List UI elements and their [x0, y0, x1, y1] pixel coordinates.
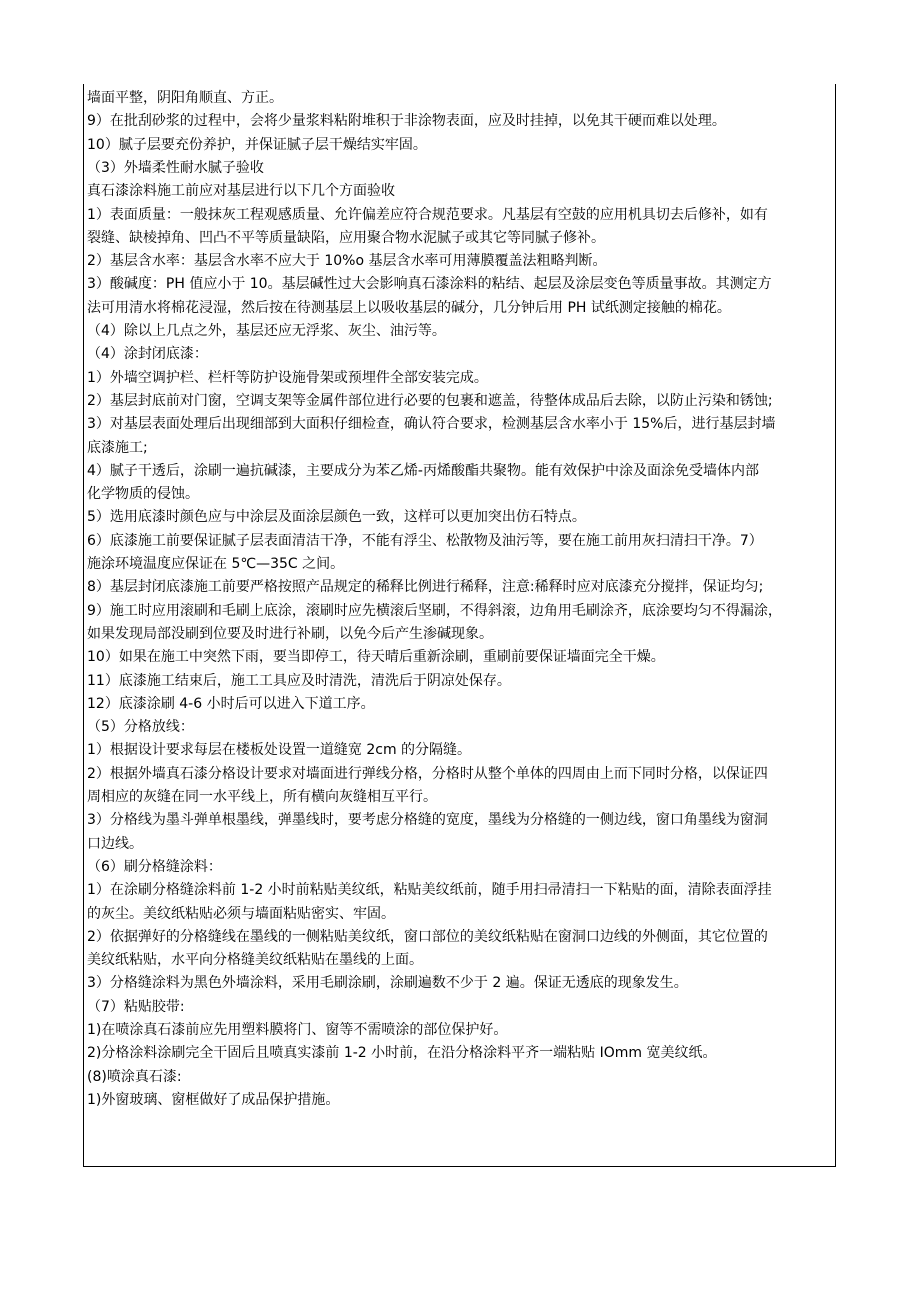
text-line: 2）根据外墙真石漆分格设计要求对墙面进行弹线分格，分格时从整个单体的四周由上而下同时分格，以保证四 — [87, 765, 768, 782]
text-line: （6）刷分格缝涂料： — [87, 858, 222, 875]
text-line: 美纹纸粘贴，水平向分格缝美纹纸粘贴在墨线的上面。 — [87, 952, 423, 969]
text-line: 底漆施工; — [87, 439, 148, 456]
text-line: 10）如果在施工中突然下雨，要当即停工，待天晴后重新涂刷，重刷前要保证墙面完全干燥。 — [87, 649, 665, 666]
text-line: 8）基层封闭底漆施工前要严格按照产品规定的稀释比例进行稀释，注意:稀释时应对底漆充分搅拌，保证均匀; — [87, 579, 764, 596]
text-line: 11）底漆施工结束后，施工工具应及时清洗，清洗后于阴凉处保存。 — [87, 672, 511, 689]
text-line: 施涂环境温度应保证在 5℃—35C 之间。 — [87, 556, 345, 572]
text-line: 3）对基层表面处理后出现细部到大面积仔细检查，确认符合要求，检测基层含水率小于 15%后，进行基层封墙 — [87, 416, 776, 433]
text-line: 墙面平整，阴阳角顺直、方正。 — [87, 90, 283, 106]
text-line: 周相应的灰缝在同一水平线上，所有横向灰缝相互平行。 — [87, 789, 437, 805]
text-line: (8)喷涂真石漆: — [87, 1068, 182, 1085]
text-line: 1)在喷涂真石漆前应先用塑料膜将门、窗等不需喷涂的部位保护好。 — [87, 1022, 508, 1038]
text-line: 化学物质的侵蚀。 — [87, 486, 199, 503]
text-line: 真石漆涂料施工前应对基层进行以下几个方面验收 — [87, 183, 395, 200]
text-line: 1）表面质量：一般抹灰工程观感质量、允许偏差应符合规范要求。凡基层有空鼓的应用机具切去后修补，如有 — [87, 206, 768, 223]
text-line: 1）在涂刷分格缝涂料前 1-2 小时前粘贴美纹纸，粘贴美纹纸前，随手用扫帚清扫一下粘贴的面，清除表面浮挂 — [87, 882, 772, 899]
text-line: 2）依据弹好的分格缝线在墨线的一侧粘贴美纹纸，窗口部位的美纹纸粘贴在窗洞口边线的外侧面，其它位置的 — [87, 928, 768, 945]
text-line: 4）腻子干透后，涂刷一遍抗碱漆，主要成分为苯乙烯-丙烯酸酯共聚物。能有效保护中涂及面涂免受墙体内部 — [87, 462, 759, 479]
text-line: 法可用清水将棉花浸湿，然后按在待测基层上以吸收基层的碱分，几分钟后用 PH 试纸测定接触的棉花。 — [87, 299, 731, 316]
text-line: 9）在批刮砂浆的过程中，会将少量浆料粘附堆积于非涂物表面，应及时挂掉，以免其干硬而难以处理。 — [87, 113, 726, 130]
text-line: 的灰尘。美纹纸粘贴必须与墙面粘贴密实、牢固。 — [87, 905, 395, 922]
text-line: 1)外窗玻璃、窗框做好了成品保护措施。 — [87, 1091, 340, 1108]
text-line: （5）分格放线： — [87, 719, 194, 736]
text-line: 9）施工时应用滚刷和毛刷上底涂，滚刷时应先横滚后坚刷，不得斜滚，边角用毛刷涂齐，底涂要均匀不得漏涂， — [87, 602, 782, 619]
text-line: 3）分格线为墨斗弹单根墨线，弹墨线时，要考虑分格缝的宽度，墨线为分格缝的一侧边线，窗口角墨线为窗洞 — [87, 812, 768, 829]
text-line: （4）涂封闭底漆： — [87, 346, 208, 363]
text-line: 如果发现局部没刷到位要及时进行补刷，以免今后产生渗碱现象。 — [87, 625, 493, 642]
text-line: 5）选用底漆时颜色应与中涂层及面涂层颜色一致，这样可以更加突出仿石特点。 — [87, 509, 586, 526]
text-line: （7）粘贴胶带: — [87, 998, 185, 1015]
text-line: （3）外墙柔性耐水腻子验收 — [87, 159, 264, 176]
text-line: 2）基层含水率：基层含水率不应大于 10%o 基层含水率可用薄膜覆盖法粗略判断。 — [87, 253, 607, 270]
text-line: 2）基层封底前对门窗，空调支架等金属件部位进行必要的包裹和遮盖，待整体成品后去除，以防止污染和锈蚀; — [87, 392, 773, 409]
text-line: 6）底漆施工前要保证腻子层表面清洁干净，不能有浮尘、松散物及油污等，要在施工前用灰扫清扫干净。7） — [87, 532, 763, 549]
text-line: 1）外墙空调护栏、栏杆等防护设施骨架或预埋件全部安装完成。 — [87, 369, 488, 386]
text-line: 10）腻子层要充份养护，并保证腻子层干燥结实牢固。 — [87, 136, 427, 153]
text-line: 1）根据设计要求每层在楼板处设置一道缝宽 2cm 的分隔缝。 — [87, 742, 472, 759]
text-line: 3）分格缝涂料为黑色外墙涂料，采用毛刷涂刷，涂刷遍数不少于 2 遍。保证无透底的现象发生。 — [87, 975, 688, 992]
text-line: 口边线。 — [87, 835, 143, 852]
text-line: 2)分格涂料涂刷完全干固后且喷真实漆前 1-2 小时前，在沿分格涂料平齐一端粘贴 IOmm 宽美纹纸。 — [87, 1045, 717, 1062]
text-line: 裂缝、缺棱掉角、凹凸不平等质量缺陷，应用聚合物水泥腻子或其它等同腻子修补。 — [87, 229, 605, 246]
text-line: 12）底漆涂刷 4-6 小时后可以进入下道工序。 — [87, 695, 375, 712]
text-line: （4）除以上几点之外，基层还应无浮浆、灰尘、油污等。 — [87, 323, 446, 339]
text-line: 3）酸碱度：PH 值应小于 10。基层碱性过大会影响真石漆涂料的粘结、起层及涂层变色等质量事故。其测定方 — [87, 276, 772, 293]
